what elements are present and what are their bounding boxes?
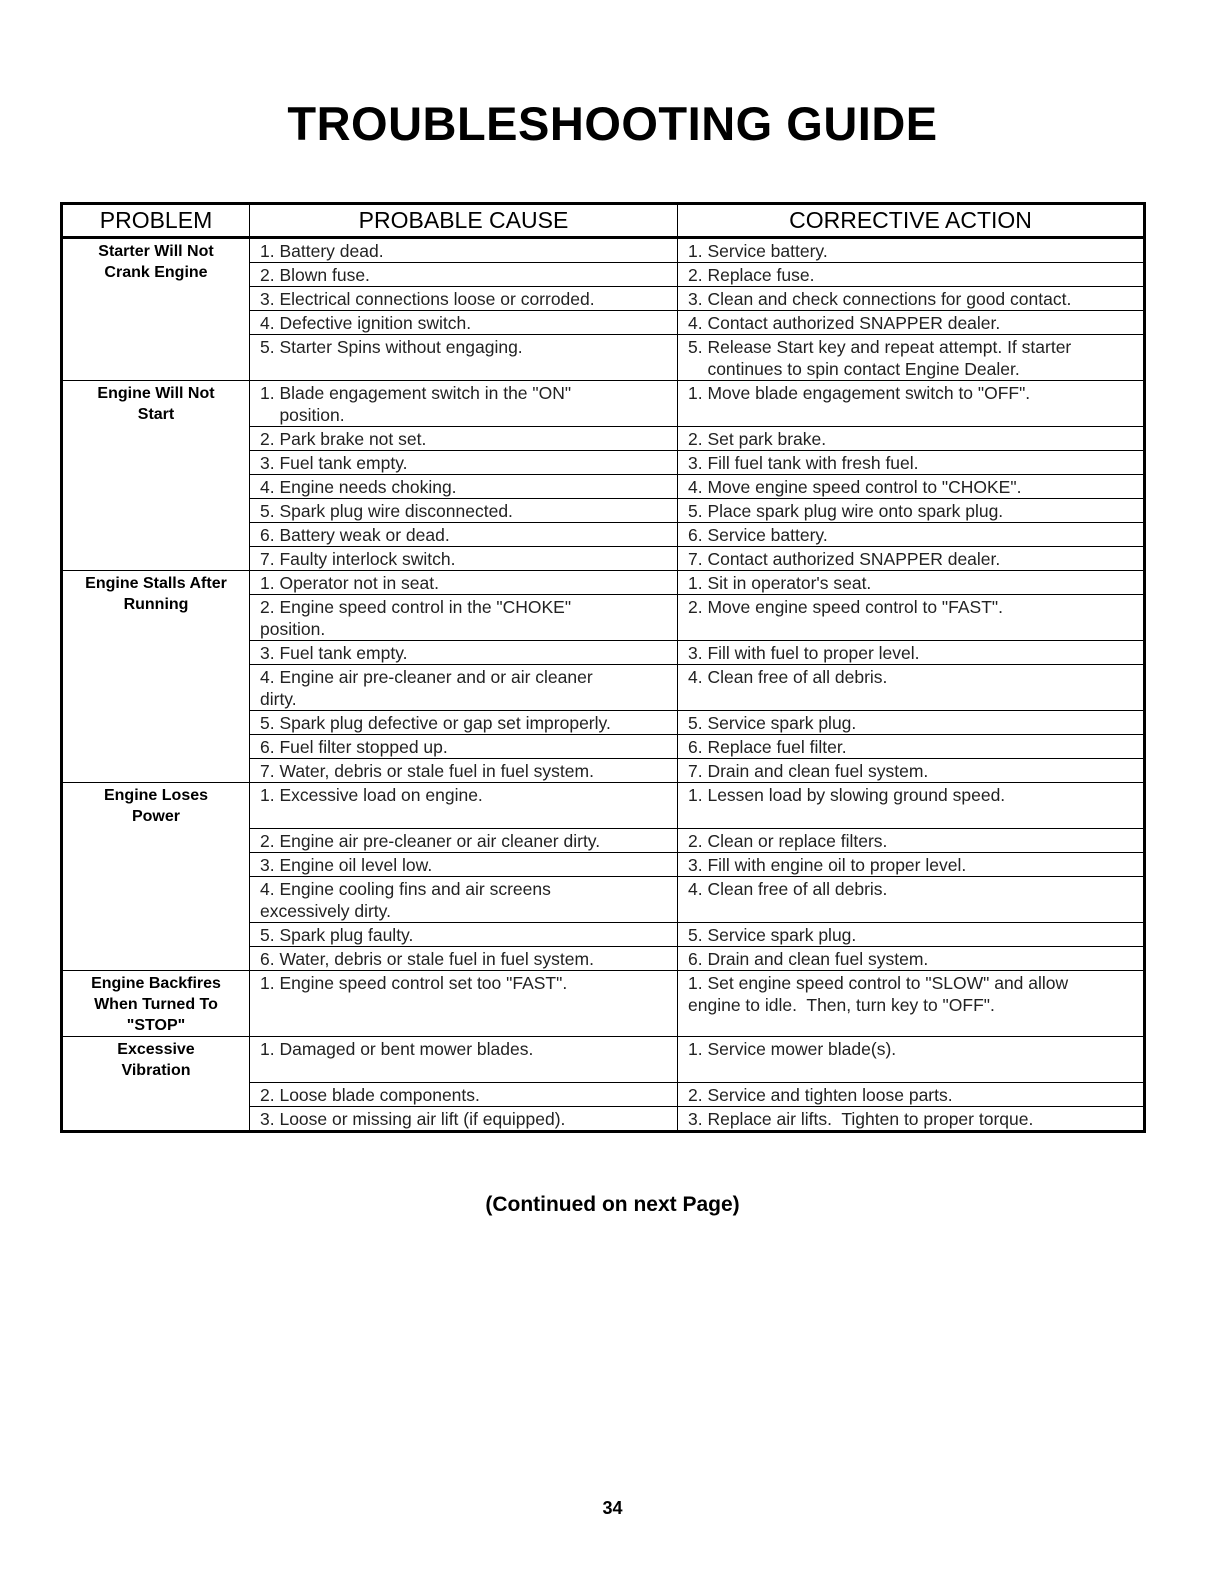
probable-cause-cell: 6. Fuel filter stopped up.: [250, 735, 678, 759]
probable-cause-cell: 2. Engine speed control in the "CHOKE" position.: [250, 595, 678, 641]
probable-cause-cell: 5. Spark plug faulty.: [250, 923, 678, 947]
corrective-action-cell: 5. Place spark plug wire onto spark plug.: [678, 499, 1145, 523]
continued-note: (Continued on next Page): [485, 1193, 740, 1216]
table-header-row: [62, 204, 1145, 238]
probable-cause-cell: 3. Fuel tank empty.: [250, 451, 678, 475]
corrective-action-cell: 2. Move engine speed control to "FAST".: [678, 595, 1145, 641]
corrective-action-cell: 6. Drain and clean fuel system.: [678, 947, 1145, 971]
corrective-action-cell: 1. Move blade engagement switch to "OFF".: [678, 381, 1145, 427]
problem-cell: Engine Backfires When Turned To "STOP": [62, 971, 250, 1037]
corrective-action-cell: 4. Clean free of all debris.: [678, 877, 1145, 923]
problem-cell: Engine Stalls After Running: [62, 571, 250, 783]
corrective-action-cell: 1. Sit in operator's seat.: [678, 571, 1145, 595]
probable-cause-cell: 4. Engine needs choking.: [250, 475, 678, 499]
corrective-action-cell: 5. Release Start key and repeat attempt. If starter continues to spin contact Engine Dealer.: [678, 335, 1145, 381]
troubleshooting-table: [60, 202, 1146, 1133]
probable-cause-cell: 1. Excessive load on engine.: [250, 783, 678, 829]
probable-cause-cell: 5. Starter Spins without engaging.: [250, 335, 678, 381]
table-row: [62, 783, 1145, 829]
corrective-action-cell: 4. Clean free of all debris.: [678, 665, 1145, 711]
probable-cause-cell: 6. Water, debris or stale fuel in fuel system.: [250, 947, 678, 971]
corrective-action-cell: 1. Service battery.: [678, 238, 1145, 263]
probable-cause-cell: 2. Blown fuse.: [250, 263, 678, 287]
problem-cell: Engine Loses Power: [62, 783, 250, 971]
table-row: [62, 971, 1145, 1037]
probable-cause-cell: 1. Operator not in seat.: [250, 571, 678, 595]
corrective-action-cell: 3. Fill fuel tank with fresh fuel.: [678, 451, 1145, 475]
page-number: 34: [602, 1498, 623, 1518]
probable-cause-cell: 3. Engine oil level low.: [250, 853, 678, 877]
corrective-action-cell: 1. Set engine speed control to "SLOW" and allow engine to idle. Then, turn key to "OFF".: [678, 971, 1145, 1037]
corrective-action-cell: 2. Set park brake.: [678, 427, 1145, 451]
header-probable-cause: PROBABLE CAUSE: [250, 204, 678, 238]
corrective-action-cell: 3. Fill with engine oil to proper level.: [678, 853, 1145, 877]
probable-cause-cell: 1. Battery dead.: [250, 238, 678, 263]
corrective-action-cell: 2. Clean or replace filters.: [678, 829, 1145, 853]
probable-cause-cell: 5. Spark plug defective or gap set improperly.: [250, 711, 678, 735]
page-title: TROUBLESHOOTING GUIDE: [287, 97, 938, 150]
probable-cause-cell: 6. Battery weak or dead.: [250, 523, 678, 547]
corrective-action-cell: 2. Service and tighten loose parts.: [678, 1083, 1145, 1107]
probable-cause-cell: 1. Damaged or bent mower blades.: [250, 1037, 678, 1083]
probable-cause-cell: 2. Engine air pre-cleaner or air cleaner dirty.: [250, 829, 678, 853]
table-row: [62, 381, 1145, 427]
probable-cause-cell: 3. Electrical connections loose or corroded.: [250, 287, 678, 311]
table-body: [62, 238, 1145, 1132]
probable-cause-cell: 1. Blade engagement switch in the "ON" position.: [250, 381, 678, 427]
corrective-action-cell: 2. Replace fuse.: [678, 263, 1145, 287]
corrective-action-cell: 4. Contact authorized SNAPPER dealer.: [678, 311, 1145, 335]
corrective-action-cell: 7. Contact authorized SNAPPER dealer.: [678, 547, 1145, 571]
problem-cell: Starter Will Not Crank Engine: [62, 238, 250, 381]
corrective-action-cell: 6. Service battery.: [678, 523, 1145, 547]
table-row: [62, 1037, 1145, 1083]
probable-cause-cell: 7. Water, debris or stale fuel in fuel system.: [250, 759, 678, 783]
problem-cell: Excessive Vibration: [62, 1037, 250, 1132]
corrective-action-cell: 5. Service spark plug.: [678, 923, 1145, 947]
probable-cause-cell: 3. Fuel tank empty.: [250, 641, 678, 665]
probable-cause-cell: 4. Defective ignition switch.: [250, 311, 678, 335]
header-corrective-action: CORRECTIVE ACTION: [678, 204, 1145, 238]
probable-cause-cell: 4. Engine air pre-cleaner and or air cleaner dirty.: [250, 665, 678, 711]
corrective-action-cell: 3. Fill with fuel to proper level.: [678, 641, 1145, 665]
table-row: [62, 238, 1145, 263]
corrective-action-cell: 7. Drain and clean fuel system.: [678, 759, 1145, 783]
problem-cell: Engine Will Not Start: [62, 381, 250, 571]
probable-cause-cell: 2. Loose blade components.: [250, 1083, 678, 1107]
corrective-action-cell: 1. Service mower blade(s).: [678, 1037, 1145, 1083]
probable-cause-cell: 3. Loose or missing air lift (if equipped).: [250, 1107, 678, 1132]
table-row: [62, 571, 1145, 595]
probable-cause-cell: 2. Park brake not set.: [250, 427, 678, 451]
probable-cause-cell: 1. Engine speed control set too "FAST".: [250, 971, 678, 1037]
probable-cause-cell: 5. Spark plug wire disconnected.: [250, 499, 678, 523]
header-problem: PROBLEM: [62, 204, 250, 238]
probable-cause-cell: 4. Engine cooling fins and air screens excessively dirty.: [250, 877, 678, 923]
probable-cause-cell: 7. Faulty interlock switch.: [250, 547, 678, 571]
corrective-action-cell: 6. Replace fuel filter.: [678, 735, 1145, 759]
corrective-action-cell: 1. Lessen load by slowing ground speed.: [678, 783, 1145, 829]
corrective-action-cell: 3. Clean and check connections for good contact.: [678, 287, 1145, 311]
corrective-action-cell: 3. Replace air lifts. Tighten to proper torque.: [678, 1107, 1145, 1132]
corrective-action-cell: 4. Move engine speed control to "CHOKE".: [678, 475, 1145, 499]
corrective-action-cell: 5. Service spark plug.: [678, 711, 1145, 735]
